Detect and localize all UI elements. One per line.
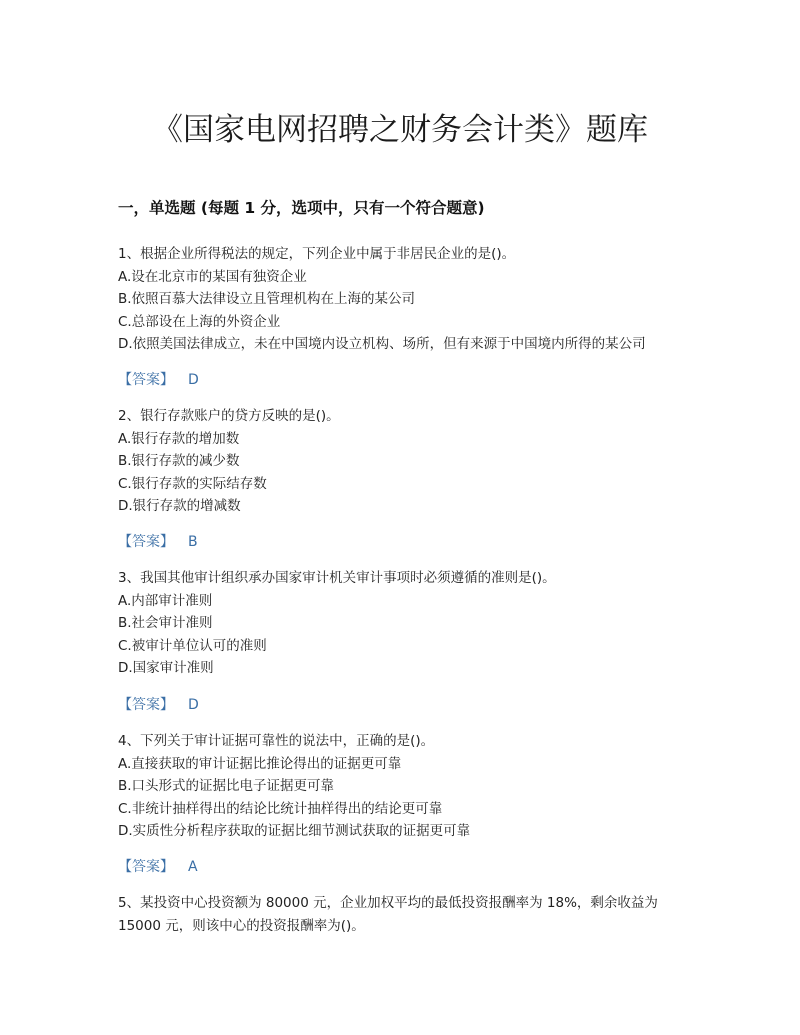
page-title: 《国家电网招聘之财务会计类》题库 xyxy=(152,112,648,148)
question-stem: 5、某投资中心投资额为 80000 元，企业加权平均的最低投资报酬率为 18%，剩余收益为 15000 元，则该中心的投资报酬率为()。 xyxy=(118,895,658,934)
question-stem: 1、根据企业所得税法的规定，下列企业中属于非居民企业的是()。 xyxy=(118,246,516,262)
question-stem: 4、下列关于审计证据可靠性的说法中，正确的是()。 xyxy=(118,733,435,749)
option-c: C.被审计单位认可的准则 xyxy=(118,637,267,654)
answer-value: D xyxy=(188,697,199,713)
option-a: A.内部审计准则 xyxy=(118,592,213,609)
question-stem: 3、我国其他审计组织承办国家审计机关审计事项时必须遵循的准则是()。 xyxy=(118,570,556,586)
answer-label: 【答案】 xyxy=(118,859,174,875)
answer-label: 【答案】 xyxy=(118,372,174,388)
answer-value: B xyxy=(188,534,198,550)
option-b: B.社会审计准则 xyxy=(118,615,213,631)
option-d: D.依照美国法律成立，未在中国境内设立机构、场所，但有来源于中国境内所得的某公司 xyxy=(118,336,646,352)
question-1 xyxy=(118,243,698,356)
answer-value: D xyxy=(188,372,199,388)
option-c: C.总部设在上海的外资企业 xyxy=(118,313,281,330)
answer-row-4 xyxy=(118,857,198,877)
option-a: A.设在北京市的某国有独资企业 xyxy=(118,268,307,285)
option-a: A.直接获取的审计证据比推论得出的证据更可靠 xyxy=(118,755,402,772)
option-c: C.非统计抽样得出的结论比统计抽样得出的结论更可靠 xyxy=(118,800,443,817)
option-d: D.国家审计准则 xyxy=(118,660,214,676)
option-b: B.口头形式的证据比电子证据更可靠 xyxy=(118,778,335,794)
answer-row-1 xyxy=(118,370,199,390)
option-d: D.银行存款的增减数 xyxy=(118,498,241,514)
question-4 xyxy=(118,730,698,843)
answer-row-3 xyxy=(118,695,199,715)
option-b: B.银行存款的减少数 xyxy=(118,453,240,469)
option-a: A.银行存款的增加数 xyxy=(118,430,240,447)
question-2 xyxy=(118,405,698,518)
question-5 xyxy=(118,892,698,937)
answer-label: 【答案】 xyxy=(118,697,174,713)
answer-row-2 xyxy=(118,532,198,552)
section-heading: 一，单选题 (每题 1 分，选项中，只有一个符合题意) xyxy=(118,199,485,217)
option-b: B.依照百慕大法律设立且管理机构在上海的某公司 xyxy=(118,291,416,307)
option-d: D.实质性分析程序获取的证据比细节测试获取的证据更可靠 xyxy=(118,823,471,839)
question-stem: 2、银行存款账户的贷方反映的是()。 xyxy=(118,408,340,424)
option-c: C.银行存款的实际结存数 xyxy=(118,475,267,492)
answer-label: 【答案】 xyxy=(118,534,174,550)
question-3 xyxy=(118,567,698,680)
answer-value: A xyxy=(188,859,198,875)
